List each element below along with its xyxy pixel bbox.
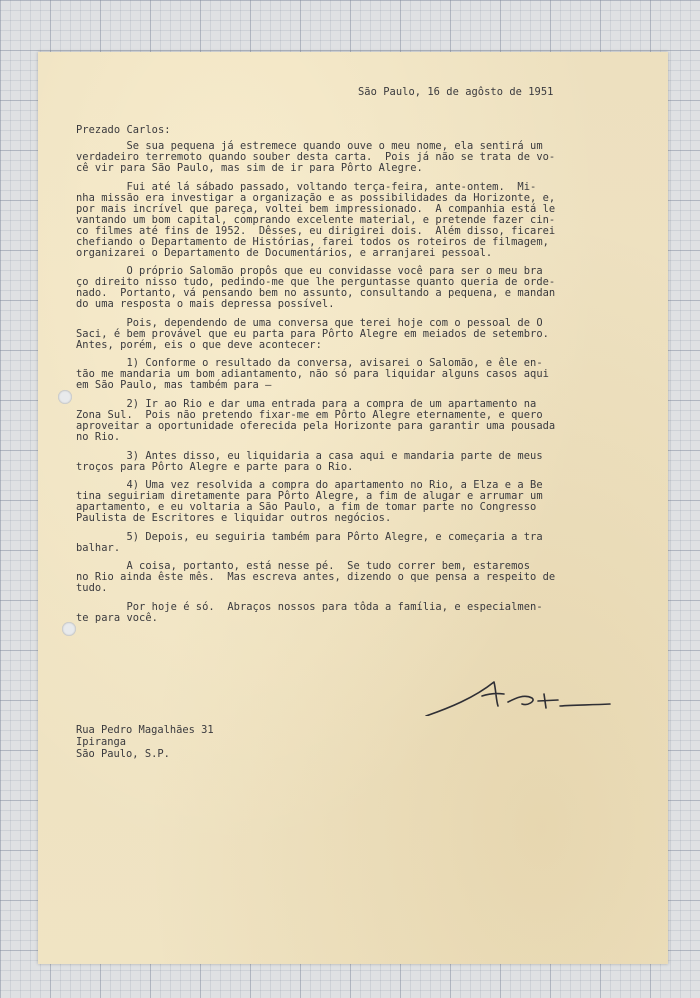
letter-line: 4) Uma vez resolvida a compra do apartamento no Rio, a Elza e a Be bbox=[76, 479, 543, 492]
address-street: Rua Pedro Magalhães 31 bbox=[76, 724, 214, 736]
letter-line: organizarei o Departamento de Documentários, e arranjarei pessoal. bbox=[76, 246, 493, 259]
letter-line: 5) Depois, eu seguiria também para Pôrto Alegre, e começaria a tra bbox=[76, 530, 543, 543]
sender-address bbox=[76, 724, 214, 760]
letter-line: Saci, é bem provável que eu parta para Pôrto Alegre em meiados de setembro. bbox=[76, 327, 549, 340]
letter-line: Pois, dependendo de uma conversa que terei hoje com o pessoal de O bbox=[76, 316, 543, 329]
letter-line: troços para Pôrto Alegre e parte para o Rio. bbox=[76, 460, 354, 473]
signature bbox=[424, 676, 614, 716]
letter-line: verdadeiro terremoto quando souber desta carta. Pois já não se trata de vo- bbox=[76, 151, 556, 163]
letter-line: O próprio Salomão propôs que eu convidasse você para ser o meu bra bbox=[76, 265, 543, 278]
letter-line: ço direito nisso tudo, pedindo-me que lhe perguntasse quanto queria de orde- bbox=[76, 276, 556, 289]
letter-line: 2) Ir ao Rio e dar uma entrada para a compra de um apartamento na bbox=[76, 398, 537, 410]
letter-line: Fui até lá sábado passado, voltando terça-feira, ante-ontem. Mi- bbox=[76, 180, 537, 193]
salutation: Prezado Carlos: bbox=[76, 124, 171, 136]
punch-hole-top bbox=[58, 390, 72, 404]
letter-line: te para você. bbox=[76, 612, 158, 624]
letter-line: 1) Conforme o resultado da conversa, avisarei o Salomão, e êle en- bbox=[76, 357, 543, 370]
letter-line: no Rio. bbox=[76, 431, 121, 443]
letter-line: Por hoje é só. Abraços nossos para tôda a família, e especialmen- bbox=[76, 601, 543, 613]
letter-line: co filmes até fins de 1952. Dêsses, eu dirigirei dois. Além disso, ficarei bbox=[76, 224, 556, 237]
letter-line: vantando um bom capital, comprando excelente material, e pretende fazer cin- bbox=[76, 213, 556, 226]
letter-line: tudo. bbox=[76, 582, 108, 595]
letter-line: tina seguiriam diretamente para Pôrto Alegre, a fim de alugar e arrumar um bbox=[76, 490, 543, 503]
letter-line: Antes, porém, eis o que deve acontecer: bbox=[76, 338, 322, 351]
letter-line: tão me mandaria um bom adiantamento, não só para liquidar alguns casos aqui bbox=[76, 368, 549, 381]
punch-hole-bottom bbox=[62, 622, 76, 636]
letter-line: A coisa, portanto, está nesse pé. Se tudo correr bem, estaremos bbox=[76, 560, 531, 573]
letter-line: Paulista de Escritores e liquidar outros negócios. bbox=[76, 512, 392, 525]
letter-line: Se sua pequena já estremece quando ouve o meu nome, ela sentirá um bbox=[76, 140, 543, 152]
letter-line: nado. Portanto, vá pensando bem no assunto, consultando a pequena, e mandan bbox=[76, 287, 556, 300]
letter-line: cê vir para São Paulo, mas sim de ir para Pôrto Alegre. bbox=[76, 162, 423, 174]
letter-line: em São Paulo, mas também para — bbox=[76, 379, 272, 392]
letter-line: do uma resposta o mais depressa possível. bbox=[76, 298, 335, 311]
letter-line: balhar. bbox=[76, 541, 121, 554]
letter-sheet bbox=[38, 52, 668, 964]
letter-date: São Paulo, 16 de agôsto de 1951 bbox=[358, 86, 554, 98]
letter-line: 3) Antes disso, eu liquidaria a casa aqui e mandaria parte de meus bbox=[76, 449, 543, 462]
letter-line: Zona Sul. Pois não pretendo fixar-me em Pôrto Alegre eternamente, e quero bbox=[76, 409, 543, 421]
letter-line: nha missão era investigar a organização e as possibilidades da Horizonte, e, bbox=[76, 191, 556, 204]
address-district: Ipiranga bbox=[76, 736, 127, 748]
letter-line: chefiando o Departamento de Histórias, farei todos os roteiros de filmagem, bbox=[76, 235, 549, 248]
letter-line: no Rio ainda êste mês. Mas escreva antes, dizendo o que pensa a respeito de bbox=[76, 571, 556, 584]
letter-line: por mais incrível que pareça, voltei bem impressionado. A companhia está le bbox=[76, 202, 556, 215]
address-city: São Paulo, S.P. bbox=[76, 748, 170, 760]
letter-line: aproveitar a oportunidade oferecida pela Horizonte para garantir uma pousada bbox=[76, 420, 556, 432]
letter-line: apartamento, e eu voltaria a São Paulo, a fim de tomar parte no Congresso bbox=[76, 501, 537, 514]
